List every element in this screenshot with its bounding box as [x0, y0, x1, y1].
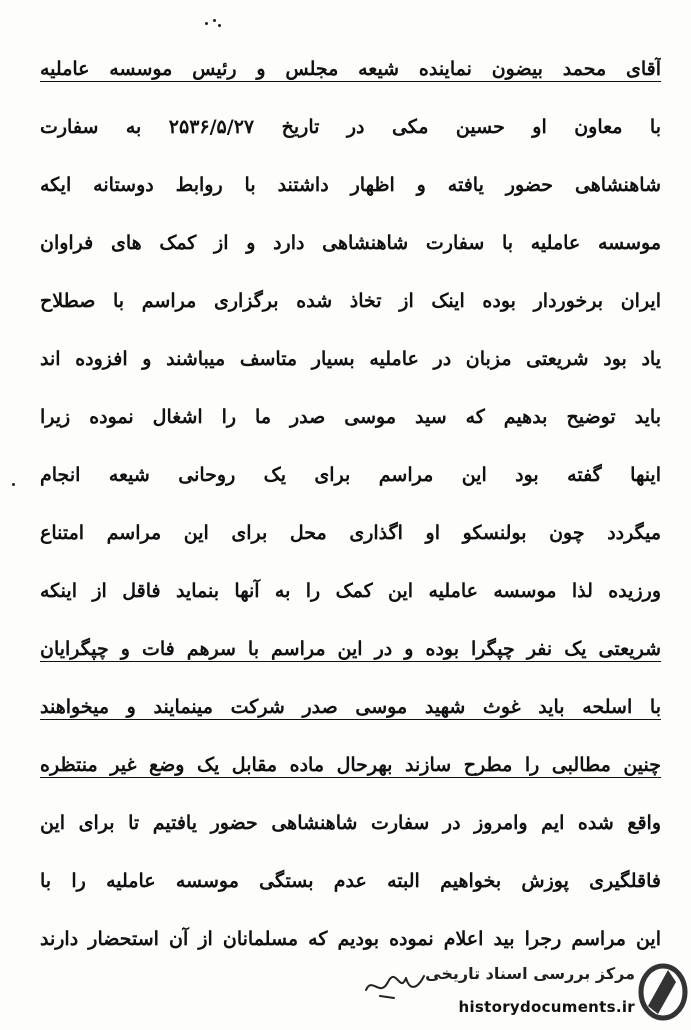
- text-line: چنین مطالبی را مطرح سازند بهرحال ماده مقابل یک وضع غیر منتظره: [40, 754, 661, 776]
- text-line: میگردد چون بولنسکو او اگذاری محل برای این مراسم امتناع: [40, 522, 661, 544]
- scan-speck: [213, 19, 216, 22]
- text-line: فاقلگیری پوزش بخواهیم البته عدم بستگی موسسه عاملیه را با: [40, 870, 661, 892]
- text-line: ایران برخوردار بوده اینک از تخاذ شده برگزاری مراسم با صطلاح: [40, 290, 661, 312]
- text-line: شریعتی یک نفر چپگرا بوده و در این مراسم با سرهم فات و چپگرایان: [40, 638, 661, 660]
- text-line: واقع شده ایم وامروز در سفارت شاهنشاهی حضور یافتیم تا برای این: [40, 812, 661, 834]
- scan-speck: [218, 24, 221, 27]
- archive-logo-icon: [638, 962, 688, 1026]
- archive-watermark: [405, 958, 690, 1030]
- scan-speck: [12, 483, 15, 486]
- text-line: موسسه عاملیه با سفارت شاهنشاهی دارد و از کمک های فراوان: [40, 232, 661, 254]
- text-line: با معاون او حسین مکی در تاریخ ۲۵۳۶/۵/۲۷ به سفارت: [40, 116, 661, 138]
- watermark-center-name: مرکز بررسی اسناد تاریخی: [425, 964, 635, 983]
- text-line: آقای محمد بیضون نماینده شیعه مجلس و رئیس موسسه عاملیه: [40, 58, 661, 80]
- scan-speck: [205, 22, 208, 25]
- document-body: [40, 40, 661, 968]
- text-line: اینها گفته بود این مراسم برای یک روحانی شیعه انجام: [40, 464, 661, 486]
- text-line: ورزیده لذا موسسه عاملیه این کمک را به آنها بنماید فاقل از اینکه: [40, 580, 661, 602]
- watermark-url: historydocuments.ir: [458, 998, 635, 1016]
- text-line: شاهنشاهی حضور یافته و اظهار داشتند با روابط دوستانه ایکه: [40, 174, 661, 196]
- text-line: باید توضیح بدهیم که سید موسی صدر ما را اشغال نموده زیرا: [40, 406, 661, 428]
- text-line: این مراسم رجرا بید اعلام نموده بودیم که مسلمانان از آن استحضار دارند: [40, 928, 661, 950]
- text-line: یاد بود شریعتی مزبان در عاملیه بسیار متاسف میباشند و افزوده اند: [40, 348, 661, 370]
- text-line: با اسلحه باید غوث شهید موسی صدر شرکت مینمایند و میخواهند: [40, 696, 661, 718]
